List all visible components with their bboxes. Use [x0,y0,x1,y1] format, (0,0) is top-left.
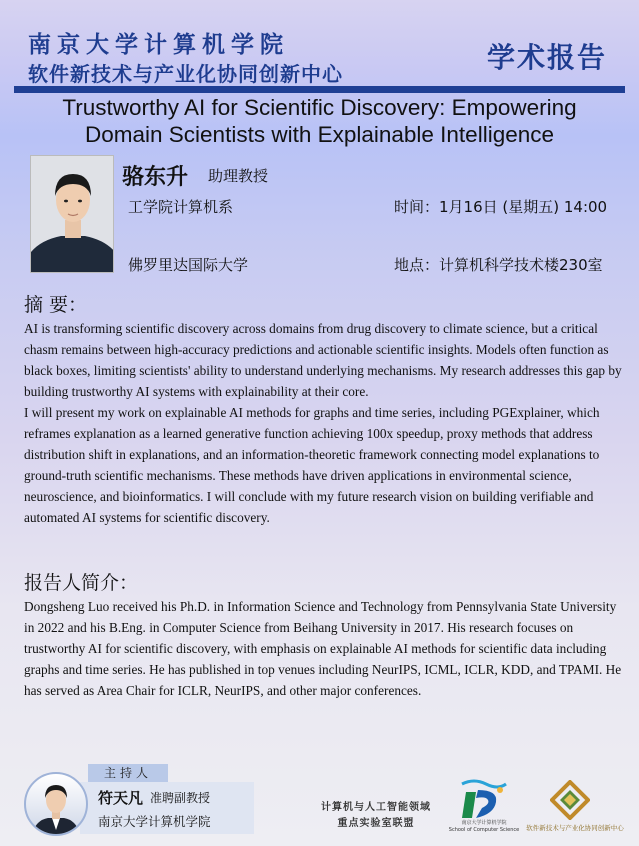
org-name-line1: 南京大学计算机学院 [28,32,289,58]
school-caption-en: School of Computer Science [448,827,520,833]
lab-alliance-line1: 计算机与人工智能领域 [321,802,431,813]
talk-title [10,94,629,148]
speaker-name: 骆东升 [122,165,189,190]
host-name: 符天凡 [98,789,144,807]
event-type: 学术报告 [487,41,608,74]
header-divider [14,86,625,93]
host-photo [24,772,88,836]
lab-alliance-line2: 重点实验室联盟 [337,818,415,829]
abstract-heading: 摘 要： [24,294,88,316]
talk-title-line1: Trustworthy AI for Scientific Discovery: Empowering [62,95,577,120]
lab-alliance-logo [312,800,440,832]
talk-title-line2: Domain Scientists with Explainable Intelligence [85,122,554,147]
host-org: 南京大学计算机学院 [98,814,211,829]
school-caption-cn: 南京大学计算机学院 [461,820,507,826]
center-logo [550,780,590,820]
speaker-photo [30,155,114,273]
bio-paragraph: Dongsheng Luo received his Ph.D. in Information Science and Technology from Pennsylvania State University in 2022 and his B.Eng. in Computer Science from Beihang University in 2017. His research focuses on trustworthy AI for scientific discovery, with emphasis on explainable AI methods for scientific data including graphs and time series. He has published in top venues including NeurIPS, ICML, ICLR, KDD, and TPAMI. He has served as Area Chair for ICLR, NeurIPS, and other major conferences. [24,599,622,698]
event-place: 地点：计算机科学技术楼230室 [394,256,603,274]
host-role: 准聘副教授 [150,791,211,805]
bio-body [24,596,622,701]
center-logo-caption: 软件新技术与产业化协同创新中心 [526,824,624,832]
host-tag: 主持人 [88,764,168,782]
speaker-university: 佛罗里达国际大学 [128,256,249,274]
org-name-line2: 软件新技术与产业化协同创新中心 [28,62,343,86]
school-logo-caption [446,820,522,834]
header [0,0,639,84]
speaker-title: 助理教授 [208,167,269,185]
speaker-department: 工学院计算机系 [128,198,234,216]
abstract-body [24,318,622,528]
event-time: 时间：1月16日 (星期五) 14:00 [394,198,608,216]
abstract-paragraph-2: I will present my work on explainable AI methods for graphs and time series, including PGExplainer, which reframes explanation as a learned generative function achieving 100x speedup, proxy methods that address distribution shift in explanations, and an information-theoretic framework connecting model explanations to ground-truth scientific mechanisms. These methods have driven applications in environmental science, neuroscience, and bioinformatics. I will conclude with my future research vision on building verifiable and automated AI systems for scientific discovery. [24,405,600,525]
bio-heading: 报告人简介： [24,572,139,594]
abstract-paragraph-1: AI is transforming scientific discovery across domains from drug discovery to climate science, but a critical chasm remains between high-accuracy predictions and actionable scientific insights. Models often function as black boxes, limiting scientists' ability to understand underlying mechanisms. My research addresses this gap by building trustworthy AI systems with explainability at their core. [24,321,622,399]
